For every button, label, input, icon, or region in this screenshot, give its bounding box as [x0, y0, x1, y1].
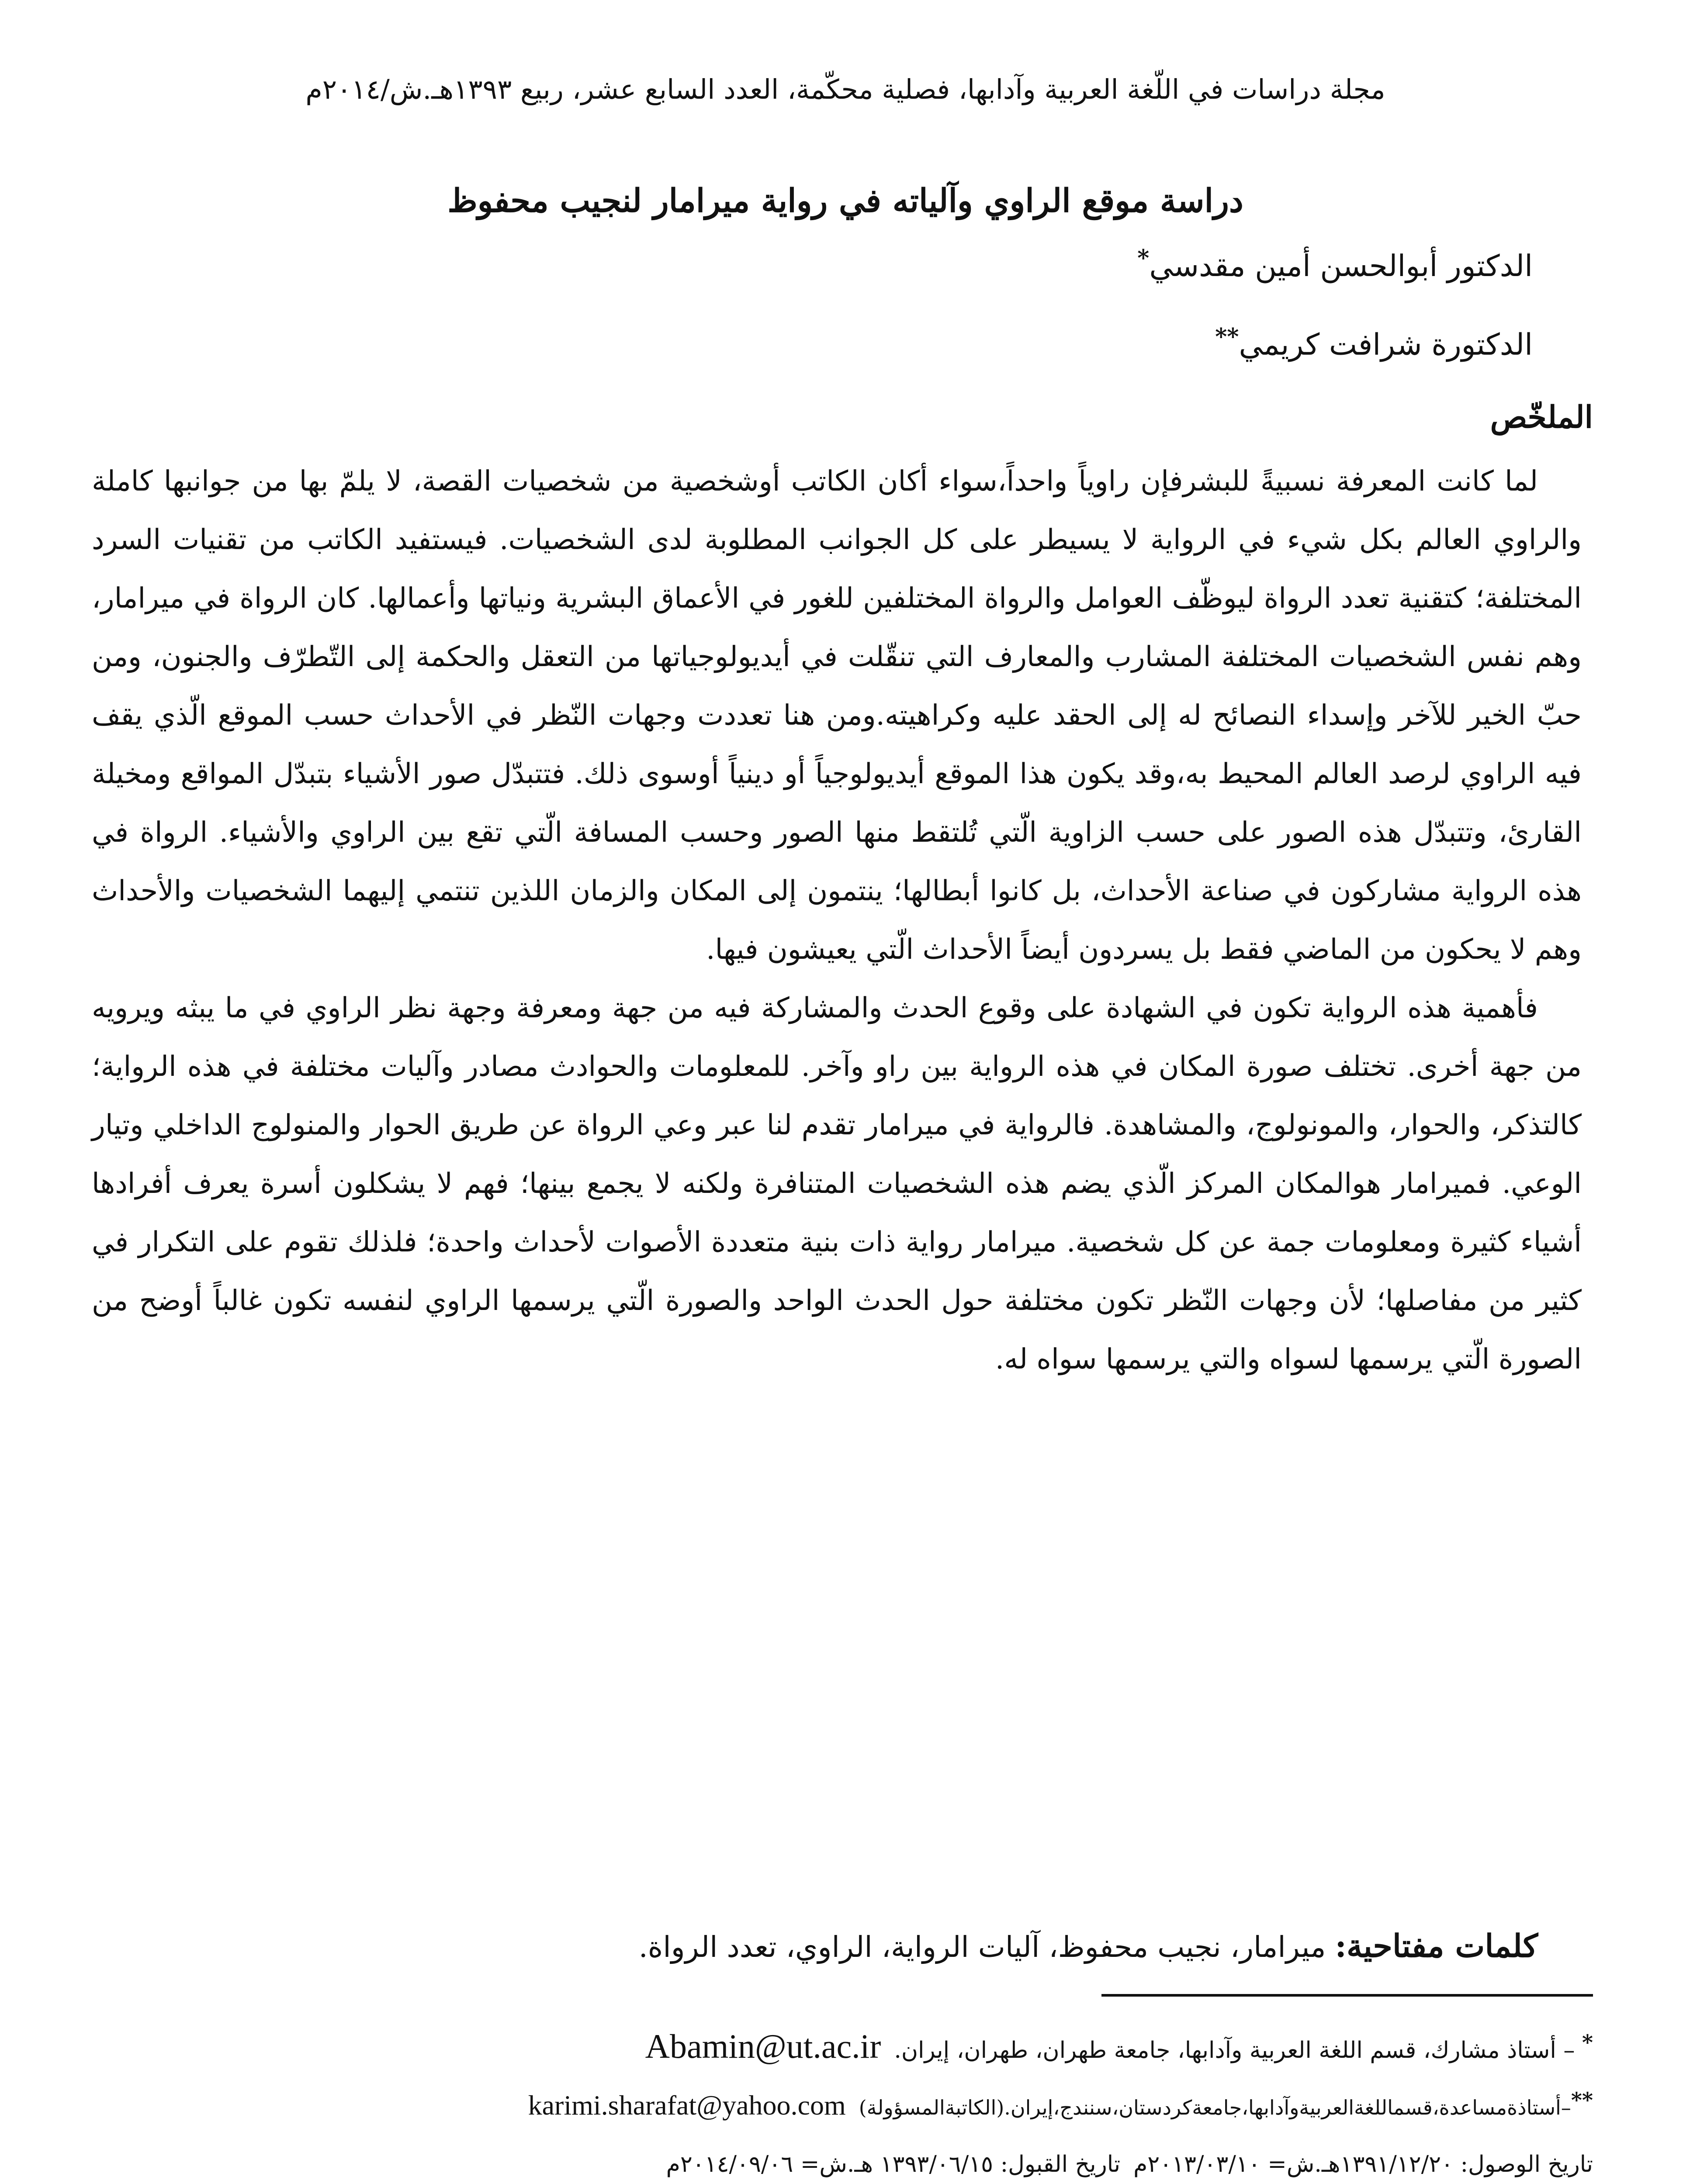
- footnote-1-text: * – أستاذ مشارك، قسم اللغة العربية وآدابها، جامعة طهران، طهران، إيران.: [894, 2030, 1593, 2063]
- keywords-text: ميرامار، نجيب محفوظ، آليات الرواية، الراوي، تعدد الرواة.: [638, 1930, 1326, 1964]
- footnote-2-email[interactable]: karimi.sharafat@yahoo.com: [528, 2090, 846, 2121]
- abstract-paragraph-1: لما كانت المعرفة نسبيةً للبشرفإن راوياً واحداً،سواء أكان الكاتب أوشخصية من شخصيات القصة، لا يلمّ بها من جوانبها كاملة والراوي العالم بكل شيء في الرواية لا يسيطر على كل الجوانب المطلوبة لدى الشخصيات. فيستفيد الكاتب من تقنيات السرد المختلفة؛ كتقنية تعدد الرواة ليوظّف العوامل والرواة المختلفين للغور في الأعماق البشرية ونياتها وأعمالها. كان الرواة في ميرامار، وهم نفس الشخصيات المختلفة المشارب والمعارف التي تنقّلت في أيديولوجياتها من التعقل والحكمة إلى التّطرّف والجنون، ومن حبّ الخير للآخر وإسداء النصائح له إلى الحقد عليه وكراهيته.ومن هنا تعددت وجهات النّظر في الأحداث حسب الموقع الّذي يقف فيه الراوي لرصد العالم المحيط به،وقد يكون هذا الموقع أيديولوجياً أو دينياً أوسوى ذلك. فتتبدّل صور الأشياء بتبدّل المواقع ومخيلة القارئ، وتتبدّل هذه الصور على حسب الزاوية الّتي تُلتقط منها الصور وحسب المسافة الّتي تقع بين الراوي والأشياء. الرواة في هذه الرواية مشاركون في صناعة الأحداث، بل كانوا أبطالها؛ ينتمون إلى المكان والزمان اللذين تنتمي إليهما الشخصيات والأحداث وهم لا يحكون من الماضي فقط بل يسردون أيضاً الأحداث الّتي يعيشون فيها.: [92, 465, 1582, 966]
- abstract-heading: الملخّص: [1490, 399, 1593, 435]
- footnote-2-mark: **: [1571, 2088, 1593, 2113]
- footnote-divider: [1101, 1994, 1593, 1997]
- journal-header: مجلة دراسات في اللّغة العربية وآدابها، فصلية محكّمة، العدد السابع عشر، ربيع ١٣٩٣هـ.ش/٢٠١٤م: [305, 73, 1385, 105]
- author-1: [1137, 245, 1533, 288]
- author-1-name: الدكتور أبوالحسن أمين مقدسي: [1149, 249, 1533, 283]
- footnote-2-text: **–أستاذةمساعدة،قسماللغةالعربيةوآدابها،جامعةكردستان،سنندج،إيران.(الكاتبةالمسؤولة): [859, 2088, 1593, 2119]
- date-accepted: تاريخ القبول: ١٣٩٣/٠٦/١٥ هـ.ش= ٢٠١٤/٠٩/٠٦م: [666, 2151, 1121, 2177]
- paper-title: دراسة موقع الراوي وآلياته في رواية ميرامار لنجيب محفوظ: [447, 182, 1243, 220]
- footnote-2: [92, 2086, 1593, 2127]
- footnote-1-email[interactable]: Abamin@ut.ac.ir: [645, 2027, 881, 2065]
- keywords: [92, 1920, 1582, 1973]
- abstract-body: [92, 452, 1582, 1389]
- author-2-mark: **: [1215, 323, 1239, 350]
- author-2-name: الدكتورة شرافت كريمي: [1239, 328, 1533, 362]
- footnote-1-mark: *: [1582, 2030, 1593, 2055]
- author-1-mark: *: [1137, 245, 1150, 272]
- date-received: تاريخ الوصول: ١٣٩١/١٢/٢٠هـ.ش= ٢٠١٣/٠٣/١٠م: [1133, 2151, 1593, 2177]
- author-2: [1215, 323, 1533, 367]
- abstract-paragraph-2: فأهمية هذه الرواية تكون في الشهادة على وقوع الحدث والمشاركة فيه من جهة ومعرفة وجهة نظر الراوي في ما يبثه ويرويه من جهة أخرى. تختلف صورة المكان في هذه الرواية بين راو وآخر. للمعلومات والحوادث مصادر وآليات مختلفة في هذه الرواية؛كالتذكر، والحوار، والمونولوج، والمشاهدة. فالرواية في ميرامار تقدم لنا عبر وعي الرواة عن طريق الحوار والمنولوج الداخلي وتيار الوعي. فميرامار هوالمكان المركز الّذي يضم هذه الشخصيات المتنافرة ولكنه لا يجمع بينها؛ فهم لا يشكلون أسرة يعرف أفرادها أشياء كثيرة ومعلومات جمة عن كل شخصية. ميرامار رواية ذات بنية متعددة الأصوات لأحداث واحدة؛ فلذلك تقوم على التكرار في كثير من مفاصلها؛ لأن وجهات النّظر تكون مختلفة حول الحدث الواحد والصورة الّتي يرسمها الراوي لنفسه تكون غالباً أوضح من الصورة الّتي يرسمها لسواه والتي يرسمها سواه له.: [92, 992, 1582, 1375]
- keywords-label: كلمات مفتاحية:: [1335, 1927, 1538, 1964]
- footnote-1: [92, 2027, 1593, 2070]
- submission-dates: [92, 2145, 1593, 2184]
